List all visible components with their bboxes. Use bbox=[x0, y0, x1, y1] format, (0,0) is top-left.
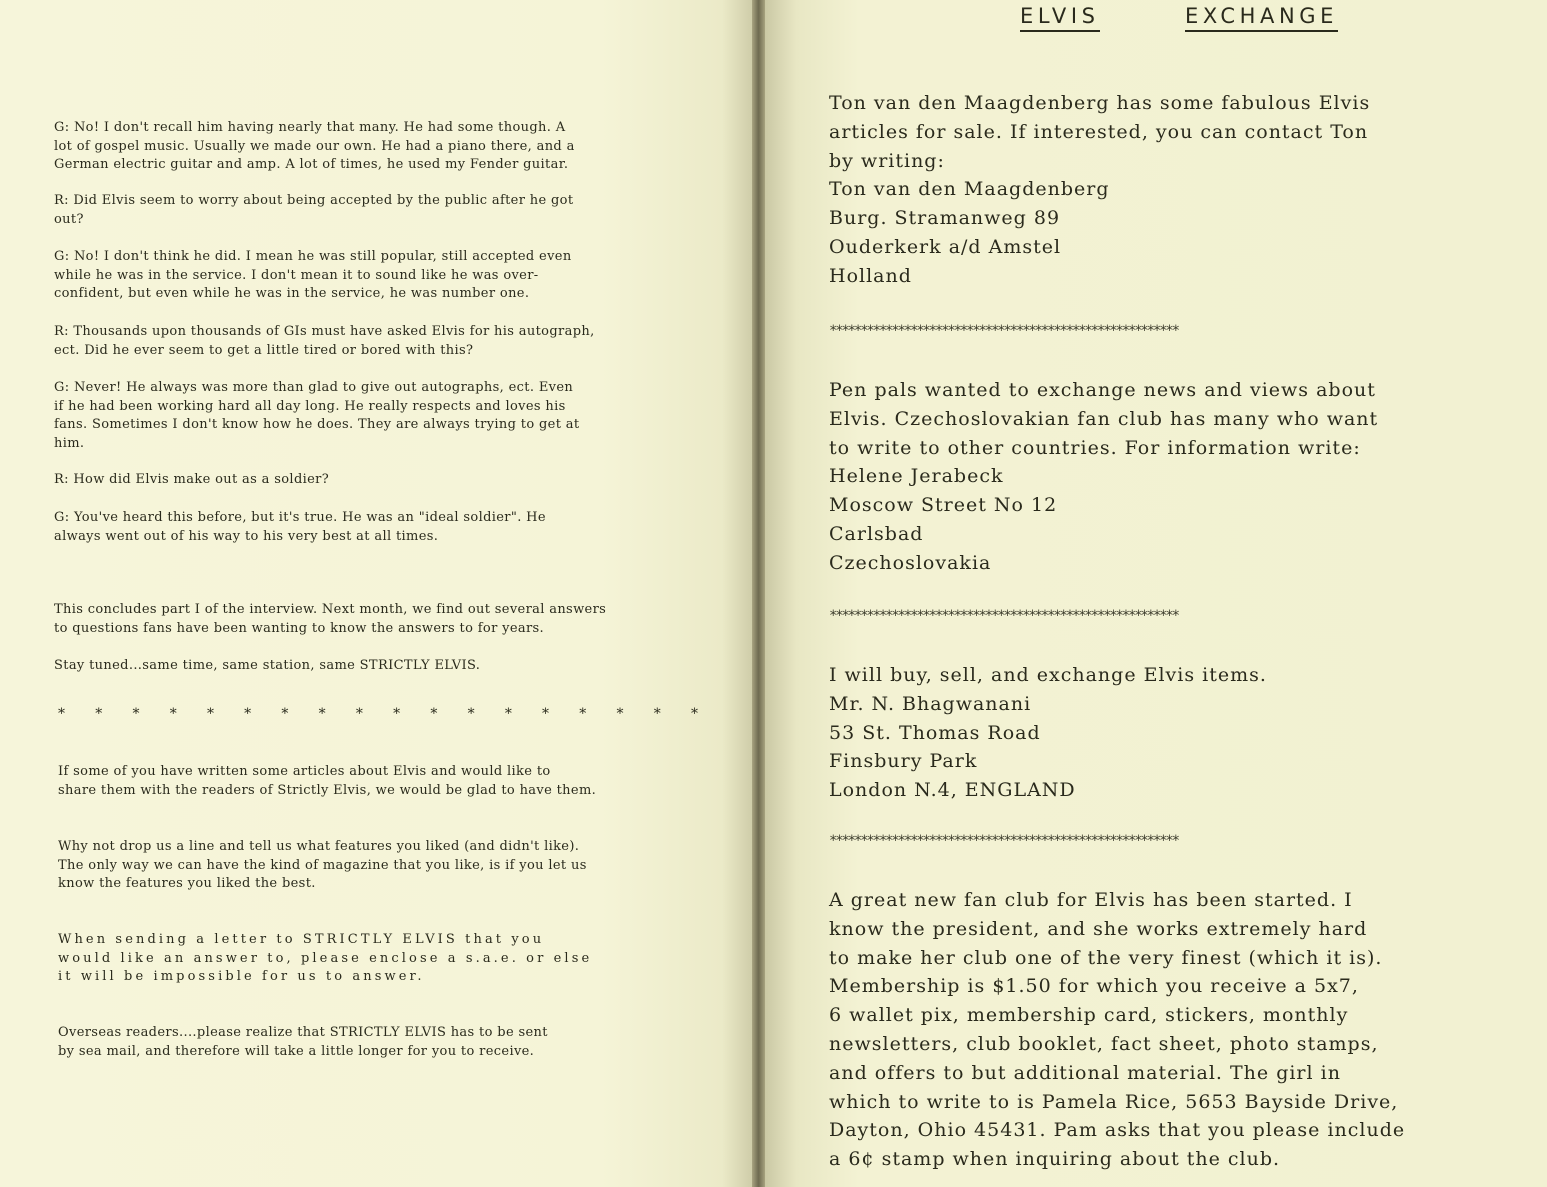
interview-conclusion: This concludes part I of the interview. Next month, we find out several answers to questions fans have been wanting to know the answers to for years. bbox=[54, 602, 607, 636]
exchange-entry: Ton van den Maagdenberg has some fabulous Elvis articles for sale. If interested, you can contact Ton by writing: Ton van den Maagdenberg Burg. Stramanweg 89 Ouderkerk a/d Amstel Holland bbox=[829, 92, 1371, 287]
exchange-entry: Pen pals wanted to exchange news and views about Elvis. Czechoslovakian fan club has many who want to write to other countries. For information write: Helene Jerabeck Moscow Street No 12 Carlsbad Czechoslovakia bbox=[829, 379, 1379, 574]
star-separator: * * * * * * * * * * * * * * * * * * bbox=[58, 706, 698, 722]
title-word: ELVIS bbox=[1020, 4, 1100, 32]
interview-paragraph: G: No! I don't recall him having nearly that many. He had some though. A lot of gospel music. Usually we made our own. He had a piano there, and a German electric guitar and amp. A lot of times, he used my Fender guitar. bbox=[54, 120, 575, 172]
interview-paragraph: R: Thousands upon thousands of GIs must have asked Elvis for his autograph, ect. Did he ever seem to get a little tired or bored with this? bbox=[54, 324, 595, 358]
editor-note: Why not drop us a line and tell us what features you liked (and didn't like). The only way we can have the kind of magazine that you like, is if you let us know the features you liked the best. bbox=[58, 839, 587, 891]
book-gutter bbox=[752, 0, 765, 1187]
interview-paragraph: G: No! I don't think he did. I mean he was still popular, still accepted even while he was in the service. I don't mean it to sound like he was over- confident, but even while he was in the service, he was number one. bbox=[54, 249, 572, 301]
entry-divider: ******************************************************** bbox=[829, 608, 1178, 624]
editor-note: When sending a letter to STRICTLY ELVIS that you would like an answer to, please enclose a s.a.e. or else it will be impossible for us to answer. bbox=[58, 932, 593, 984]
left-page bbox=[0, 0, 752, 1187]
entry-divider: ******************************************************** bbox=[829, 833, 1178, 849]
page-title bbox=[1020, 4, 1338, 32]
interview-paragraph: R: How did Elvis make out as a soldier? bbox=[54, 472, 330, 487]
exchange-entry: A great new fan club for Elvis has been started. I know the president, and she works extremely hard to make her club one of the very finest (which it is). Membership is $1.50 for which you receive a 5x7, 6 wallet pix, membership card, stickers, monthly newsletters, club booklet, fact sheet, photo stamps, and offers to but additional material. The girl in which to write to is Pamela Rice, 5653 Bayside Drive, Dayton, Ohio 45431. Pam asks that you please include a 6¢ stamp when inquiring about the club. bbox=[829, 889, 1406, 1171]
interview-paragraph: R: Did Elvis seem to worry about being accepted by the public after he got out? bbox=[54, 193, 574, 227]
title-word: EXCHANGE bbox=[1185, 4, 1338, 32]
editor-note: Overseas readers....please realize that STRICTLY ELVIS has to be sent by sea mail, and therefore will take a little longer for you to receive. bbox=[58, 1025, 548, 1059]
entry-divider: ******************************************************** bbox=[829, 323, 1178, 339]
stay-tuned-line: Stay tuned...same time, same station, same STRICTLY ELVIS. bbox=[54, 658, 481, 673]
exchange-entry: I will buy, sell, and exchange Elvis items. Mr. N. Bhagwanani 53 St. Thomas Road Finsbury Park London N.4, ENGLAND bbox=[829, 664, 1267, 802]
editor-note: If some of you have written some articles about Elvis and would like to share them with the readers of Strictly Elvis, we would be glad to have them. bbox=[58, 764, 597, 798]
interview-paragraph: G: Never! He always was more than glad to give out autographs, ect. Even if he had been working hard all day long. He really respects and loves his fans. Sometimes I don't know how he does. They are always trying to get at him. bbox=[54, 380, 580, 451]
interview-paragraph: G: You've heard this before, but it's true. He was an "ideal soldier". He always went out of his way to his very best at all times. bbox=[54, 510, 546, 544]
